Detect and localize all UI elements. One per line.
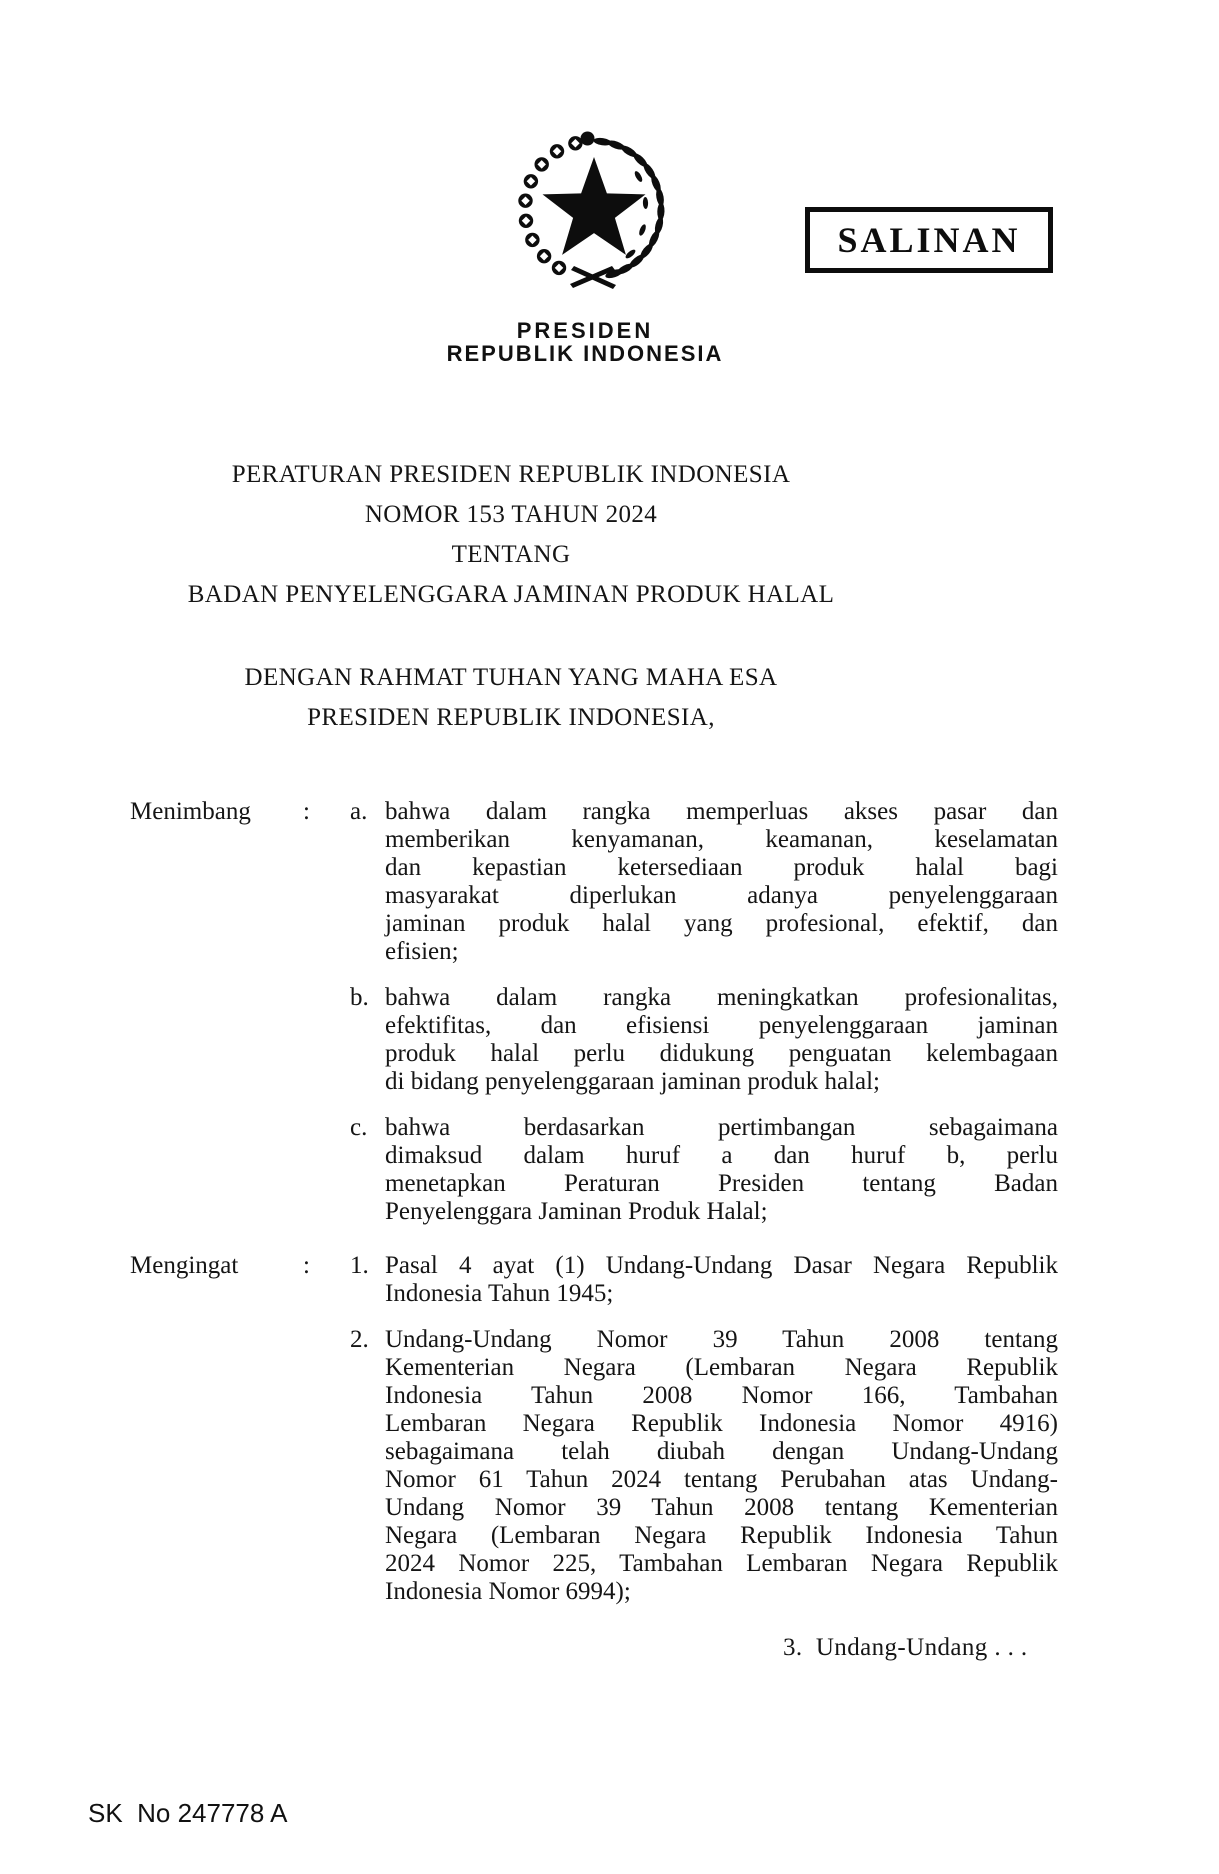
item-text: bahwa dalam rangka meningkatkan profesionalitas, efektifitas, dan efisiensi penyelenggaraan jaminan produk halal perlu didukung penguatan kelembagaan di bidang penyelenggaraan jaminan produk halal; <box>385 984 1058 1095</box>
considering-item-a <box>350 798 1058 966</box>
title-line-4: BADAN PENYELENGGARA JAMINAN PRODUK HALAL <box>187 581 835 608</box>
item-text: bahwa berdasarkan pertimbangan sebagaimana dimaksud dalam huruf a dan huruf b, perlu menetapkan Peraturan Presiden tentang Badan Penyelenggara Jaminan Produk Halal; <box>385 1114 1058 1225</box>
item-marker: a. <box>350 798 368 825</box>
considering-section <box>130 798 1058 1226</box>
item-marker: 2. <box>350 1326 369 1353</box>
catchword-next-page: 3. Undang-Undang . . . <box>783 1634 1028 1661</box>
remembering-item-1 <box>350 1252 1058 1308</box>
remembering-colon: : <box>303 1252 310 1279</box>
salinan-stamp <box>805 207 1053 273</box>
preamble-block <box>161 658 861 738</box>
title-line-1: PERATURAN PRESIDEN REPUBLIK INDONESIA <box>231 461 791 488</box>
preamble-line-1: DENGAN RAHMAT TUHAN YANG MAHA ESA <box>244 664 778 691</box>
remembering-items <box>350 1252 1058 1606</box>
considering-item-b <box>350 984 1058 1096</box>
salinan-stamp-label: SALINAN <box>837 220 1021 260</box>
footer-serial-number: SK No 247778 A <box>88 1798 288 1828</box>
title-block <box>161 455 861 615</box>
item-text: bahwa dalam rangka memperluas akses pasar dan memberikan kenyamanan, keamanan, keselamatan dan kepastian ketersediaan produk halal bagi masyarakat diperlukan adanya penyelenggaraan jaminan produk halal yang profesional, efektif, dan efisien; <box>385 798 1058 965</box>
preamble-line-2: PRESIDEN REPUBLIK INDONESIA, <box>307 704 715 731</box>
title-line-2: NOMOR 153 TAHUN 2024 <box>364 501 658 528</box>
item-text: Undang-Undang Nomor 39 Tahun 2008 tentang Kementerian Negara (Lembaran Negara Republik Indonesia Tahun 2008 Nomor 166, Tambahan Lembaran Negara Republik Indonesia Nomor 4916) sebagaimana telah diubah dengan Undang-Undang Nomor 61 Tahun 2024 tentang Perubahan atas Undang- Undang Nomor 39 Tahun 2008 tentang Kementerian Negara (Lembaran Negara Republik Indonesia Tahun 2024 Nomor 225, Tambahan Lembaran Negara Republik Indonesia Nomor 6994); <box>385 1326 1058 1605</box>
item-text: Pasal 4 ayat (1) Undang-Undang Dasar Negara Republik Indonesia Tahun 1945; <box>385 1252 1058 1307</box>
letterhead <box>435 319 735 366</box>
considering-item-c <box>350 1114 1058 1226</box>
letterhead-republik-indonesia: REPUBLIK INDONESIA <box>446 341 724 366</box>
considering-colon: : <box>303 798 310 825</box>
item-marker: b. <box>350 984 369 1011</box>
remembering-item-2 <box>350 1326 1058 1606</box>
item-marker: c. <box>350 1114 368 1141</box>
title-line-3: TENTANG <box>451 541 571 568</box>
considering-label: Menimbang <box>130 798 251 825</box>
presidential-star-wreath-emblem-icon <box>512 131 676 301</box>
considering-items <box>350 798 1058 1226</box>
remembering-label: Mengingat <box>130 1252 239 1279</box>
item-marker: 1. <box>350 1252 369 1279</box>
letterhead-presiden: PRESIDEN <box>516 318 654 343</box>
remembering-section <box>130 1252 1058 1606</box>
